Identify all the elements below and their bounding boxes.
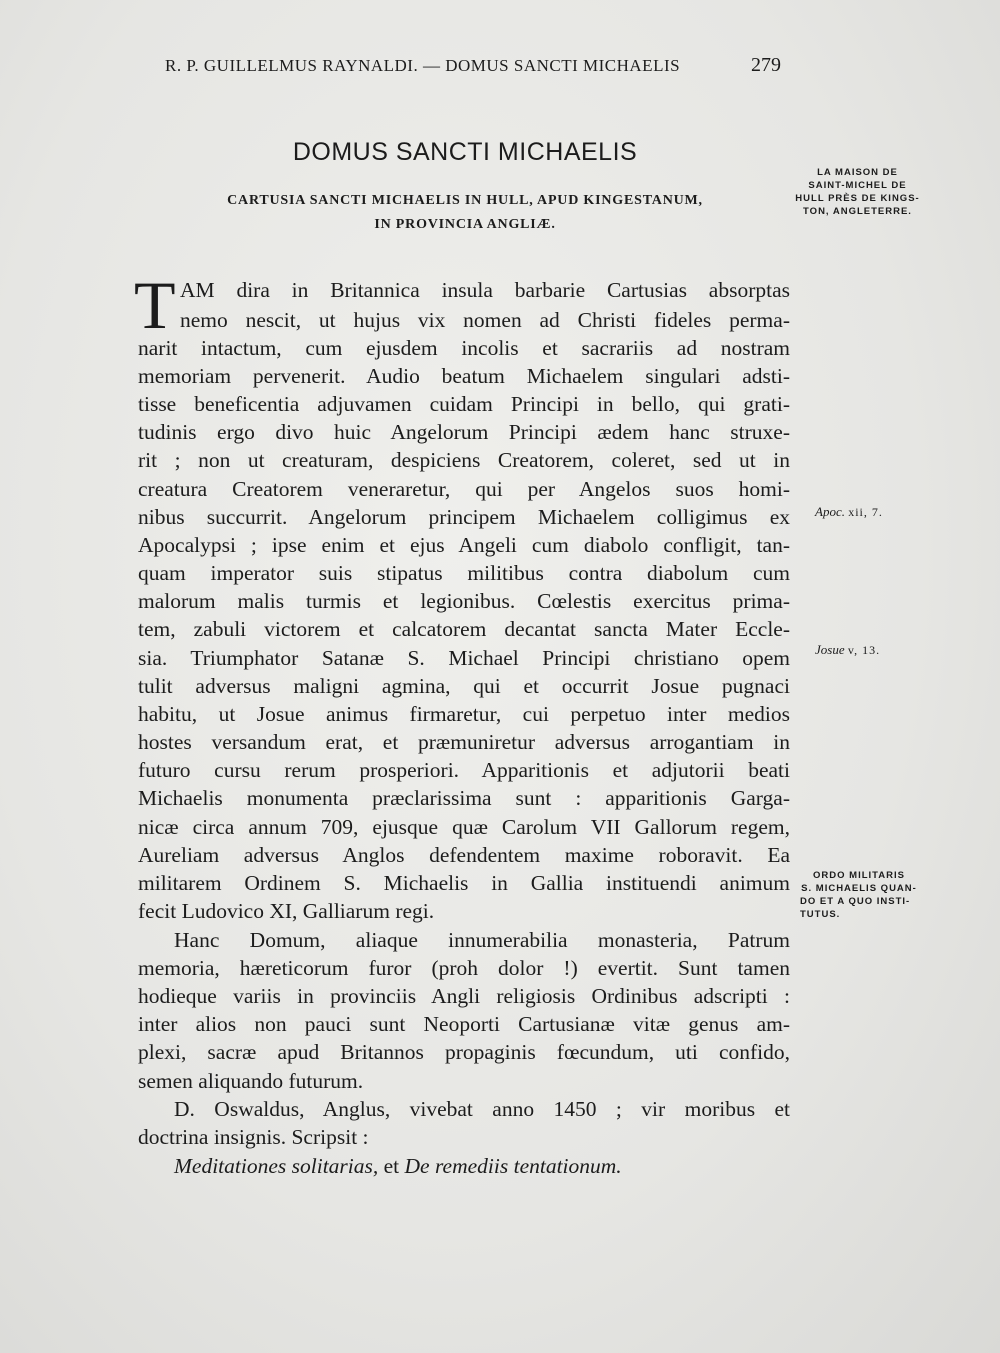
text-line: AM dira in Britannica insula barbarie Cartusias absorptas bbox=[180, 278, 790, 302]
text-line: tulit adversus maligni agmina, qui et occurrit Josue pugnaci bbox=[138, 674, 790, 698]
drop-cap: T bbox=[134, 267, 176, 343]
page-number: 279 bbox=[751, 54, 781, 76]
text-line: creatura Creatorem veneraretur, qui per Angelos suos homi- bbox=[138, 477, 790, 501]
text-line: Michaelis monumenta præclarissima sunt : apparitionis Garga- bbox=[138, 786, 790, 810]
text-line: narit intactum, cum ejusdem incolis et sacrariis ad nostram bbox=[138, 336, 790, 360]
text-line: nicæ circa annum 709, ejusque quæ Carolum VII Gallorum regem, bbox=[138, 815, 790, 839]
text-line: tudinis ergo divo huic Angelorum Principi ædem hanc struxe- bbox=[138, 420, 790, 444]
text-line: malorum malis turmis et legionibus. Cœlestis exercitus prima- bbox=[138, 589, 790, 613]
text-line: militarem Ordinem S. Michaelis in Gallia instituendi animum bbox=[138, 871, 790, 895]
text-line: nemo nescit, ut hujus vix nomen ad Christi fideles perma- bbox=[180, 308, 790, 332]
text-line: sia. Triumphator Satanæ S. Michael Principi christiano opem bbox=[138, 646, 790, 670]
text-line: Aureliam adversus Anglos defendentem maxime roboravit. Ea bbox=[138, 843, 790, 867]
text-line: Hanc Domum, aliaque innumerabilia monasteria, Patrum bbox=[174, 928, 790, 952]
text-line: rit ; non ut creaturam, despiciens Creatorem, coleret, sed ut in bbox=[138, 448, 790, 472]
text-line: habitu, ut Josue animus firmaretur, cui perpetuo inter medios bbox=[138, 702, 790, 726]
connector: et bbox=[378, 1154, 405, 1178]
subtitle-line-2: IN PROVINCIA ANGLIÆ. bbox=[374, 217, 556, 232]
work-title-2: De remediis tentationum. bbox=[404, 1154, 622, 1178]
text-line: semen aliquando futurum. bbox=[138, 1069, 364, 1093]
margin-note-maison: LA MAISON DE SAINT-MICHEL DE HULL PRÈS DE KINGS- TON, ANGLETERRE. bbox=[795, 167, 920, 217]
text-line: inter alios non pauci sunt Neoporti Cartusianæ vitæ genus am- bbox=[138, 1012, 790, 1036]
body-text bbox=[134, 0, 790, 1353]
running-head-text: R. P. GUILLELMUS RAYNALDI. — DOMUS SANCTI MICHAELIS bbox=[165, 56, 681, 75]
margin-ref-apoc: Apoc. xii, 7. bbox=[815, 504, 883, 519]
text-line: D. Oswaldus, Anglus, vivebat anno 1450 ; vir moribus et bbox=[174, 1097, 790, 1121]
margin-ref-josue: Josue v, 13. bbox=[815, 642, 881, 657]
text-line: tem, zabuli victorem et calcatorem decantat sancta Mater Eccle- bbox=[138, 617, 790, 641]
subtitle-line-1: CARTUSIA SANCTI MICHAELIS IN HULL, APUD KINGESTANUM, bbox=[227, 193, 703, 208]
text-line: memoriam pervenerit. Audio beatum Michaelem singulari adsti- bbox=[138, 364, 790, 388]
text-line: plexi, sacræ apud Britannos propaginis fœcundum, uti confido, bbox=[138, 1040, 790, 1064]
text-line: quam imperator suis stipatus militibus contra diabolum cum bbox=[138, 561, 790, 585]
text-line-works bbox=[138, 1151, 790, 1181]
text-line: hodieque variis in provinciis Angli religiosis Ordinibus adscripti : bbox=[138, 984, 790, 1008]
text-line: Apocalypsi ; ipse enim et ejus Angeli cum diabolo confligit, tan- bbox=[138, 533, 790, 557]
text-line: nibus succurrit. Angelorum principem Michaelem colligimus ex bbox=[138, 505, 790, 529]
text-line: hostes versandum erat, et præmuniretur adversus arrogantiam in bbox=[138, 730, 790, 754]
text-line: futuro cursu rerum prosperiori. Apparitionis et adjutorii beati bbox=[138, 758, 790, 782]
text-line: memoria, hæreticorum furor (proh dolor !) evertit. Sunt tamen bbox=[138, 956, 790, 980]
page-title: DOMUS SANCTI MICHAELIS bbox=[292, 138, 638, 166]
margin-note-ordo: ORDO MILITARIS S. MICHAELIS QUAN- DO ET A QUO INSTI- TUTUS. bbox=[800, 870, 917, 920]
work-title-1: Meditationes solitarias, bbox=[174, 1154, 379, 1178]
text-line: fecit Ludovico XI, Galliarum regi. bbox=[138, 899, 435, 923]
text-line: tisse beneficentia adjuvamen cuidam Principi in bello, qui grati- bbox=[138, 392, 790, 416]
text-line: doctrina insignis. Scripsit : bbox=[138, 1125, 369, 1149]
